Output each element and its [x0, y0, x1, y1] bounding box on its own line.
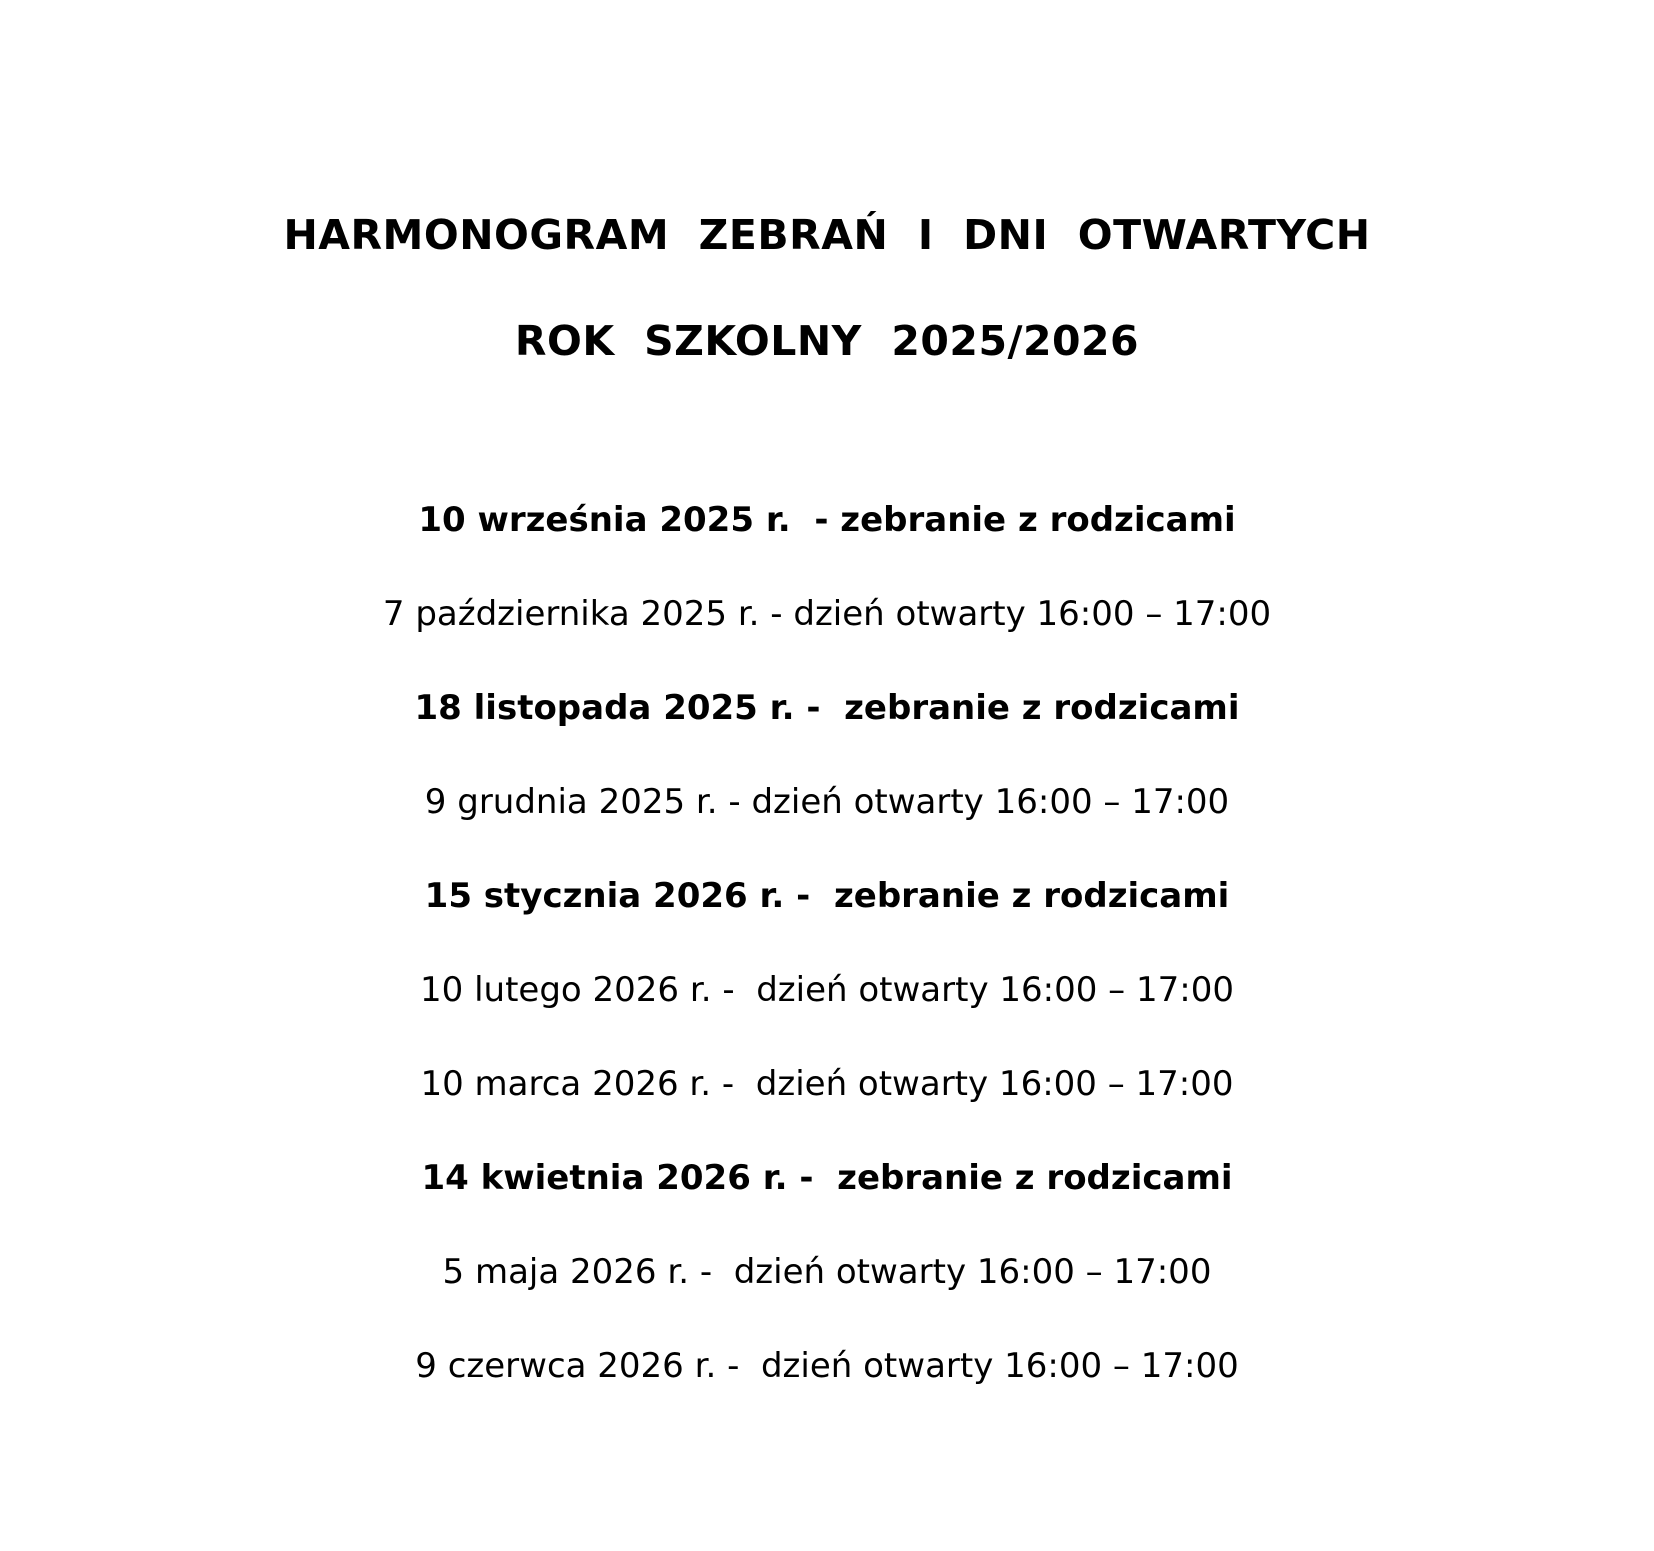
schedule-entry: 9 czerwca 2026 r. - dzień otwarty 16:00 – 17:00 [415, 1346, 1239, 1386]
school-year-subtitle: ROK SZKOLNY 2025/2026 [514, 317, 1140, 365]
schedule-entry: 18 listopada 2025 r. - zebranie z rodzicami [414, 688, 1240, 728]
schedule-entry: 14 kwietnia 2026 r. - zebranie z rodzicami [421, 1158, 1233, 1198]
schedule-list [0, 498, 1654, 1438]
schedule-entry: 10 marca 2026 r. - dzień otwarty 16:00 – 17:00 [420, 1064, 1234, 1104]
schedule-entry: 10 lutego 2026 r. - dzień otwarty 16:00 – 17:00 [420, 970, 1234, 1010]
schedule-entry: 9 grudnia 2025 r. - dzień otwarty 16:00 – 17:00 [424, 782, 1230, 822]
schedule-entry: 7 października 2025 r. - dzień otwarty 16:00 – 17:00 [382, 594, 1272, 634]
schedule-entry: 5 maja 2026 r. - dzień otwarty 16:00 – 17:00 [442, 1252, 1212, 1292]
schedule-entry: 15 stycznia 2026 r. - zebranie z rodzicami [424, 876, 1230, 916]
document-title: HARMONOGRAM ZEBRAŃ I DNI OTWARTYCH [283, 211, 1371, 259]
schedule-entry: 10 września 2025 r. - zebranie z rodzicami [418, 500, 1236, 540]
